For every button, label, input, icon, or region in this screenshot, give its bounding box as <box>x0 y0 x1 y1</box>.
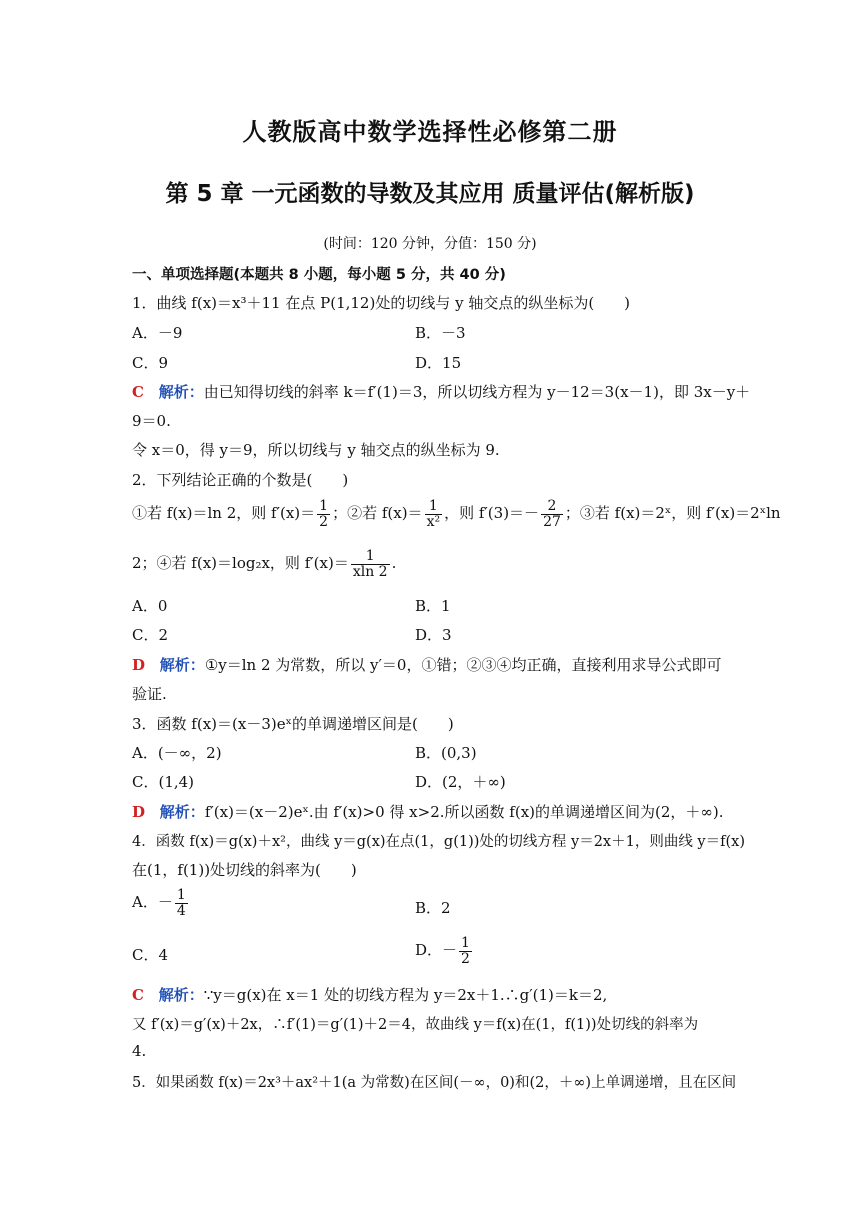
question-3-stem: 3．函数 f(x)＝(x－3)eˣ的单调递增区间是( ) <box>132 715 454 733</box>
question-5-stem: 5．如果函数 f(x)＝2x³＋ax²＋1(a 为常数)在区间(－∞，0)和(2，＋∞)上单调递增，且在区间 <box>132 1075 737 1091</box>
q4-d-den: 2 <box>461 950 470 967</box>
q2-answer: D <box>132 656 146 674</box>
q3-option-a: A．(－∞，2) <box>132 744 222 762</box>
section-heading: 一、单项选择题(本题共 8 小题，每小题 5 分，共 40 分) <box>132 267 506 283</box>
q2-frac-4 <box>351 549 390 579</box>
q2-frac-1-den: 2 <box>319 513 329 530</box>
q3-answer: D <box>132 803 146 821</box>
q3-analysis-line-1 <box>132 801 724 822</box>
q2-analysis-line-2: 验证. <box>132 685 167 703</box>
book-title: 人教版高中数学选择性必修第二册 <box>242 118 618 146</box>
question-4-stem: 4．函数 f(x)＝g(x)＋x²，曲线 y＝g(x)在点(1，g(1))处的切线方程 y＝2x＋1，则曲线 y＝f(x) <box>132 834 745 850</box>
q2-option-a: A．0 <box>132 597 168 615</box>
q3-option-b: B．(0,3) <box>415 744 477 762</box>
q2-frac-2 <box>425 499 443 529</box>
question-1-stem: 1．曲线 f(x)＝x³＋11 在点 P(1,12)处的切线与 y 轴交点的纵坐标为( ) <box>132 294 631 312</box>
q2-frac-1-num: 1 <box>319 498 329 514</box>
q1-option-d: D．15 <box>415 354 462 372</box>
chapter-title: 第 5 章 一元函数的导数及其应用 质量评估(解析版) <box>165 181 695 207</box>
q4-option-a-label: A．－ <box>132 893 173 912</box>
q2-s4-end: . <box>391 554 397 573</box>
q2-statements-line-1 <box>132 499 781 529</box>
q4-analysis-line-2: 又 f′(x)＝g′(x)＋2x，∴f′(1)＝g′(1)＋2＝4，故曲线 y＝f(x)在(1，f(1))处切线的斜率为 <box>132 1017 699 1033</box>
q2-analysis-line-1 <box>132 654 721 675</box>
exam-meta: (时间：120 分钟，分值：150 分) <box>323 236 537 252</box>
q3-analysis-text-1: f′(x)＝(x－2)eˣ.由 f′(x)>0 得 x>2.所以函数 f(x)的单调递增区间为(2，＋∞). <box>204 803 724 821</box>
q2-s2b-text: ，则 f′(3)＝－ <box>444 504 540 523</box>
q4-analysis-text-1: ∵y＝g(x)在 x＝1 处的切线方程为 y＝2x＋1.∴g′(1)＝k＝2, <box>203 986 608 1004</box>
q2-s4-text: 2；④若 f(x)＝log₂x，则 f′(x)＝ <box>132 554 349 573</box>
q2-s2-text: ；②若 f(x)＝ <box>332 504 423 523</box>
q1-analysis-line-3: 令 x＝0，得 y＝9，所以切线与 y 轴交点的纵坐标为 9. <box>132 441 500 459</box>
q2-frac-2-den: x² <box>426 513 441 530</box>
q2-option-b: B．1 <box>415 597 451 615</box>
q2-analysis-text-1: ①y＝ln 2 为常数，所以 y′＝0，①错；②③④均正确，直接利用求导公式即可 <box>204 656 722 674</box>
q2-frac-3-num: 2 <box>541 499 563 515</box>
q1-answer: C <box>132 383 144 401</box>
q3-analysis-label: 解析： <box>159 803 205 821</box>
question-2-stem: 2．下列结论正确的个数是( ) <box>132 471 349 489</box>
q4-analysis-line-3: 4. <box>132 1042 147 1060</box>
q1-option-b: B．－3 <box>415 324 466 342</box>
q4-a-den: 4 <box>176 902 186 919</box>
q4-answer: C <box>132 986 144 1004</box>
q2-analysis-label: 解析： <box>159 656 205 674</box>
q4-option-d-label: D．－ <box>415 941 458 960</box>
q4-d-num: 1 <box>461 935 470 951</box>
q2-statements-line-2 <box>132 549 396 579</box>
q1-analysis-text-1: 由已知得切线的斜率 k＝f′(1)＝3，所以切线方程为 y－12＝3(x－1)，即 3x－y＋ <box>203 383 751 401</box>
q2-frac-4-den: xln 2 <box>352 563 388 580</box>
q4-option-d-frac <box>459 936 472 966</box>
q2-s1-text: ①若 f(x)＝ln 2，则 f′(x)＝ <box>132 504 316 523</box>
q2-frac-2-num: 1 <box>425 499 443 515</box>
q3-option-d: D．(2，＋∞) <box>415 773 506 791</box>
q4-option-b: B．2 <box>415 899 451 917</box>
q1-analysis-line-1 <box>132 381 750 402</box>
q3-option-c: C．(1,4) <box>132 773 195 791</box>
q4-analysis-label: 解析： <box>158 986 204 1004</box>
q1-analysis-label: 解析： <box>158 383 204 401</box>
q2-frac-1 <box>317 499 330 529</box>
q4-a-num: 1 <box>176 887 186 903</box>
question-4-stem-2: 在(1，f(1))处切线的斜率为( ) <box>132 861 357 879</box>
q1-analysis-line-2: 9＝0. <box>132 412 171 430</box>
q4-option-c: C．4 <box>132 946 169 964</box>
q4-option-a-frac <box>175 888 188 918</box>
q4-option-d <box>415 936 474 966</box>
q2-frac-3 <box>541 499 563 529</box>
q2-option-d: D．3 <box>415 626 452 644</box>
q4-option-a <box>132 888 190 918</box>
q2-s3-text: ；③若 f(x)＝2ˣ，则 f′(x)＝2ˣln <box>564 504 781 523</box>
q2-frac-3-den: 27 <box>543 513 561 530</box>
q4-analysis-line-1 <box>132 984 607 1005</box>
q1-option-c: C．9 <box>132 354 169 372</box>
q2-option-c: C．2 <box>132 626 169 644</box>
q1-option-a: A．－9 <box>132 324 183 342</box>
q2-frac-4-num: 1 <box>351 549 390 565</box>
